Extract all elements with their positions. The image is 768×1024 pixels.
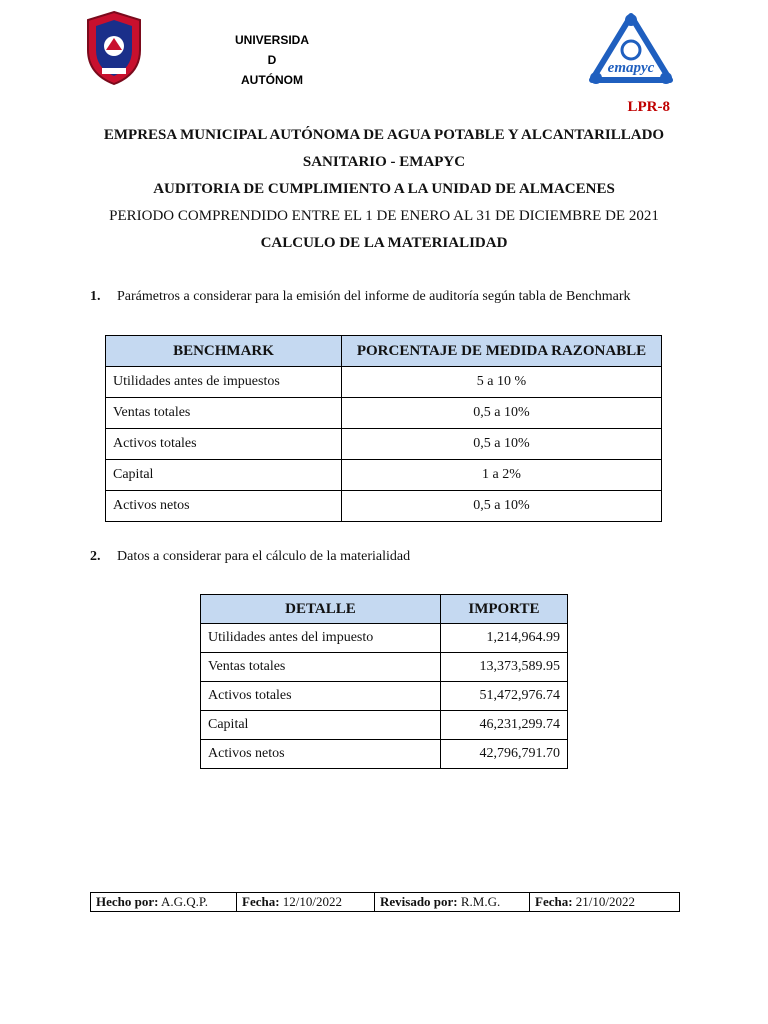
emapyc-logo-text: emapyc <box>607 60 655 76</box>
benchmark-name: Activos totales <box>106 429 342 460</box>
made-by-value: A.G.Q.P. <box>161 894 208 909</box>
data-table-header <box>201 595 568 624</box>
detail-name: Utilidades antes del impuesto <box>201 624 441 653</box>
university-name-line3: AUTÓNOM <box>241 73 303 87</box>
benchmark-header-col2: PORCENTAJE DE MEDIDA RAZONABLE <box>342 336 662 367</box>
table-row <box>106 491 662 522</box>
university-name-line2: D <box>267 53 277 67</box>
data-header-detail: DETALLE <box>201 595 441 624</box>
title-period: PERIODO COMPRENDIDO ENTRE EL 1 DE ENERO AL 31 DE DICIEMBRE DE 2021 <box>109 208 659 224</box>
detail-amount: 42,796,791.70 <box>440 740 567 769</box>
detail-name: Activos totales <box>201 682 441 711</box>
footer-reviewed-by <box>375 893 530 911</box>
title-company-line2: SANITARIO - EMAPYC <box>302 154 466 170</box>
footer-date1 <box>237 893 375 911</box>
benchmark-value: 0,5 a 10% <box>342 398 662 429</box>
section-1-number: 1. <box>90 289 101 304</box>
table-row <box>106 398 662 429</box>
detail-name: Activos netos <box>201 740 441 769</box>
table-row <box>106 460 662 491</box>
benchmark-table-header <box>106 336 662 367</box>
benchmark-value: 1 a 2% <box>342 460 662 491</box>
benchmark-name: Utilidades antes de impuestos <box>106 367 342 398</box>
document-code: LPR-8 <box>627 99 670 115</box>
section-1-heading <box>90 289 631 305</box>
table-row <box>106 429 662 460</box>
section-2-number: 2. <box>90 549 101 564</box>
benchmark-value: 0,5 a 10% <box>342 429 662 460</box>
date2-value: 21/10/2022 <box>575 894 636 909</box>
university-name-line1: UNIVERSIDA <box>234 33 309 47</box>
table-row <box>201 740 568 769</box>
detail-name: Capital <box>201 711 441 740</box>
date1-value: 12/10/2022 <box>282 894 343 909</box>
detail-amount: 51,472,976.74 <box>440 682 567 711</box>
detail-amount: 13,373,589.95 <box>440 653 567 682</box>
benchmark-table <box>105 335 662 522</box>
benchmark-header-col1: BENCHMARK <box>106 336 342 367</box>
table-row <box>201 682 568 711</box>
date2-label: Fecha: <box>535 894 573 909</box>
footer-date2 <box>530 893 679 911</box>
benchmark-name: Activos netos <box>106 491 342 522</box>
footer-made-by <box>91 893 237 911</box>
table-row <box>201 711 568 740</box>
section-1-text: Parámetros a considerar para la emisión del informe de auditoría según tabla de Benchmark <box>117 289 631 304</box>
benchmark-name: Capital <box>106 460 342 491</box>
date1-label: Fecha: <box>242 894 280 909</box>
data-header-amount: IMPORTE <box>440 595 567 624</box>
title-company-line1: EMPRESA MUNICIPAL AUTÓNOMA DE AGUA POTABLE Y ALCANTARILLADO <box>103 127 665 143</box>
detail-amount: 1,214,964.99 <box>440 624 567 653</box>
detail-amount: 46,231,299.74 <box>440 711 567 740</box>
title-materiality: CALCULO DE LA MATERIALIDAD <box>260 235 508 251</box>
university-seal-logo <box>84 10 144 86</box>
materiality-data-table <box>200 594 568 769</box>
section-2-text: Datos a considerar para el cálculo de la materialidad <box>117 549 411 564</box>
university-name <box>200 30 344 90</box>
title-audit: AUDITORIA DE CUMPLIMIENTO A LA UNIDAD DE ALMACENES <box>153 181 615 197</box>
benchmark-name: Ventas totales <box>106 398 342 429</box>
emapyc-logo <box>588 12 674 86</box>
benchmark-value: 0,5 a 10% <box>342 491 662 522</box>
signature-footer <box>90 892 680 912</box>
detail-name: Ventas totales <box>201 653 441 682</box>
benchmark-value: 5 a 10 % <box>342 367 662 398</box>
table-row <box>201 624 568 653</box>
reviewed-label: Revisado por: <box>380 894 458 909</box>
made-by-label: Hecho por: <box>96 894 159 909</box>
table-row <box>201 653 568 682</box>
table-row <box>106 367 662 398</box>
reviewed-value: R.M.G. <box>460 894 501 909</box>
section-2-heading <box>90 549 410 565</box>
